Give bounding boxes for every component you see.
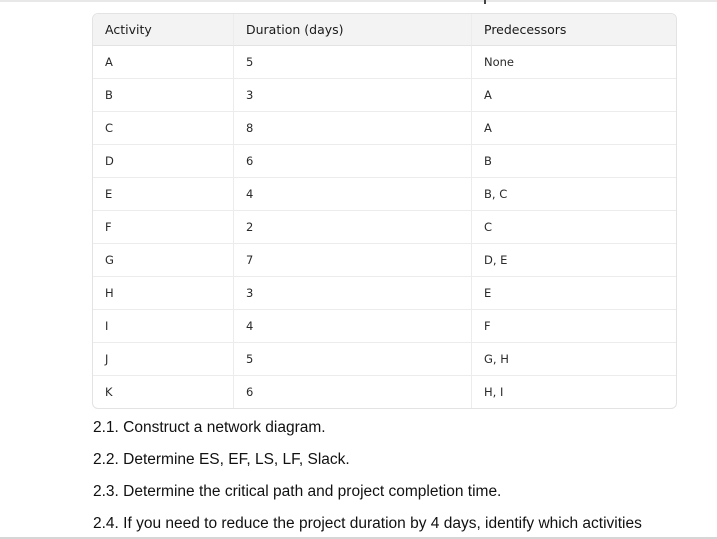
table-row — [93, 79, 676, 112]
question-item: 2.3. Determine the critical path and project completion time. — [93, 483, 502, 500]
table-row — [93, 46, 676, 79]
cell-activity: C — [93, 112, 233, 145]
cell-activity: E — [93, 178, 233, 211]
question-list — [93, 412, 642, 539]
header-activity: Activity — [93, 14, 233, 46]
cell-duration: 8 — [233, 112, 471, 145]
cell-predecessors: C — [471, 211, 676, 244]
cell-duration: 3 — [233, 79, 471, 112]
cell-duration: 6 — [233, 145, 471, 178]
table-row — [93, 178, 676, 211]
cell-duration: 5 — [233, 343, 471, 376]
table-row — [93, 244, 676, 277]
cell-predecessors: B, C — [471, 178, 676, 211]
cell-predecessors: D, E — [471, 244, 676, 277]
question-item: 2.1. Construct a network diagram. — [93, 419, 326, 436]
cell-predecessors: F — [471, 310, 676, 343]
top-divider — [0, 0, 717, 2]
header-duration: Duration (days) — [233, 14, 471, 46]
cell-predecessors: None — [471, 46, 676, 79]
cell-predecessors: A — [471, 79, 676, 112]
table-row — [93, 310, 676, 343]
cell-activity: I — [93, 310, 233, 343]
cell-predecessors: A — [471, 112, 676, 145]
cell-predecessors: B — [471, 145, 676, 178]
cell-duration: 3 — [233, 277, 471, 310]
top-tick-mark — [484, 0, 486, 4]
question-item: 2.4. If you need to reduce the project duration by 4 days, identify which activities — [93, 515, 642, 532]
cell-activity: K — [105, 385, 113, 399]
cell-duration: 2 — [233, 211, 471, 244]
table-row — [93, 277, 676, 310]
table-row — [93, 145, 676, 178]
cell-duration: 7 — [233, 244, 471, 277]
cell-activity: F — [93, 211, 233, 244]
activity-schedule-table — [92, 13, 677, 409]
question-item: 2.2. Determine ES, EF, LS, LF, Slack. — [93, 451, 350, 468]
table-row — [93, 211, 676, 244]
cell-duration: 4 — [233, 178, 471, 211]
cell-activity: G — [93, 244, 233, 277]
table-row — [93, 343, 676, 376]
cell-activity: J — [93, 343, 233, 376]
table-body — [93, 46, 676, 408]
cell-predecessors: G, H — [471, 343, 676, 376]
cell-activity: B — [93, 79, 233, 112]
table-row — [93, 112, 676, 145]
table-header-row — [93, 14, 676, 46]
cell-duration: 4 — [233, 310, 471, 343]
cell-predecessors: H, I — [471, 376, 676, 408]
cell-predecessors: E — [471, 277, 676, 310]
header-predecessors: Predecessors — [471, 14, 676, 46]
cell-duration: 6 — [233, 376, 471, 408]
cell-activity: D — [93, 145, 233, 178]
cell-activity: A — [93, 46, 233, 79]
cell-activity: H — [93, 277, 233, 310]
table-row — [93, 376, 676, 408]
cell-duration: 5 — [233, 46, 471, 79]
